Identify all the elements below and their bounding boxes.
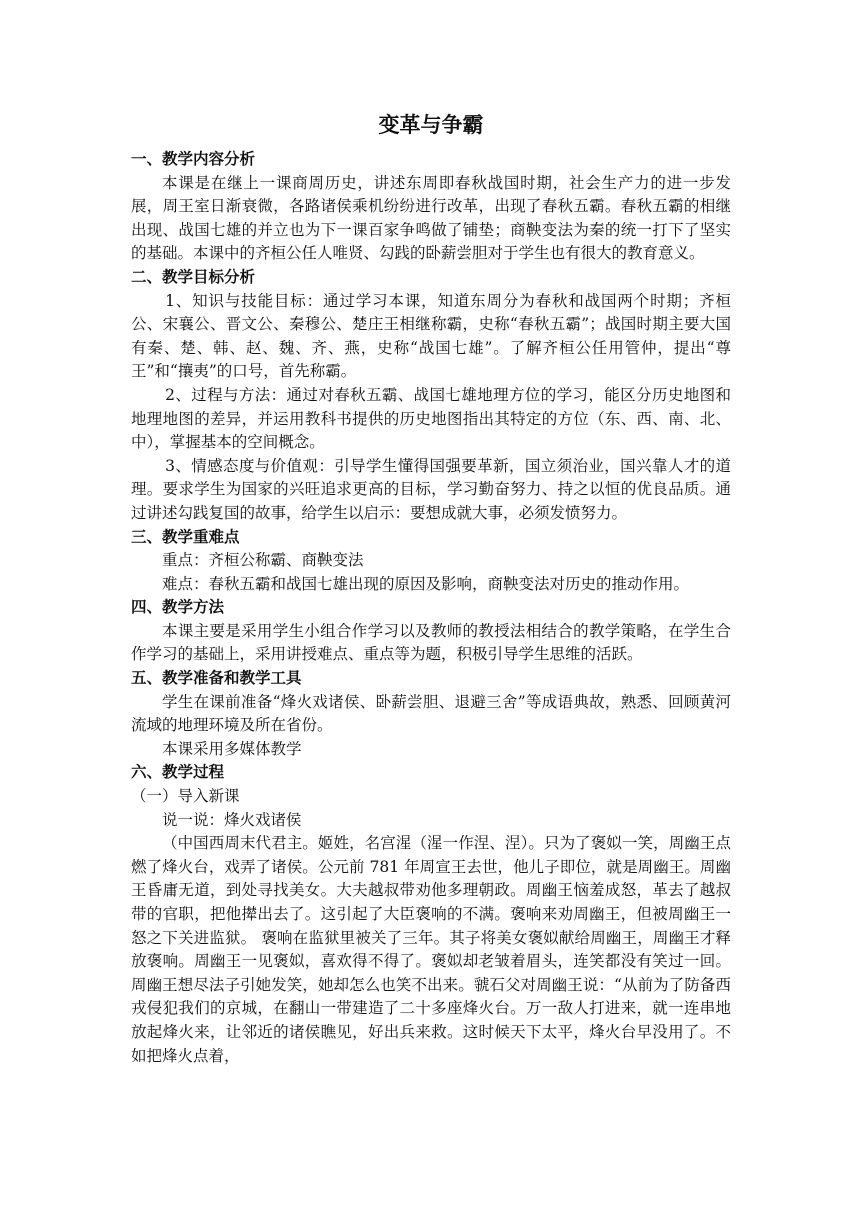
document-page	[131, 110, 731, 1068]
subsection-heading: （一）导入新课	[131, 787, 240, 806]
paragraph: 本课主要是采用学生小组合作学习以及教师的教授法相结合的教学策略，在学生合作学习的基础上，采用讲授难点、重点等为题，积极引导学生思维的活跃。	[131, 621, 731, 664]
section-heading: 四、教学方法	[131, 598, 225, 617]
section-preparation	[131, 667, 731, 761]
section-objectives	[131, 266, 731, 526]
section-key-points	[131, 526, 731, 597]
paragraph: 难点：春秋五霸和战国七雄出现的原因及影响，商鞅变法对历史的推动作用。	[162, 574, 690, 593]
section-heading: 三、教学重难点	[131, 527, 240, 546]
section-heading: 六、教学过程	[131, 763, 225, 782]
section-methods	[131, 596, 731, 667]
paragraph: 2、过程与方法：通过对春秋五霸、战国七雄地理方位的学习，能区分历史地图和地理地图的差异，并运用教科书提供的历史地图指出其特定的方位（东、西、南、北、中），掌握基本的空间概念。	[131, 385, 731, 452]
paragraph: （中国西周末代君主。姬姓，名宫湦（湦一作涅、涅）。只为了褒姒一笑，周幽王点燃了烽火台，戏弄了诸侯。公元前 781 年周宣王去世，他儿子即位，就是周幽王。周幽王昏庸无道，到处寻找美女。大夫越叔带劝他多理朝政。周幽王恼羞成怒，革去了越叔带的官职，把他撵出去了。这引起了大臣褒响的不满。褒响来劝周幽王，但被周幽王一怒之下关进监狱。 褒响在监狱里被关了三年。其子将美女褒姒献给周幽王，周幽王才释放褒响。周幽王一见褒姒，喜欢得不得了。褒姒却老皱着眉头，连笑都没有笑过一回。周幽王想尽法子引她发笑，她却怎么也笑不出来。虢石父对周幽王说：“从前为了防备西戎侵犯我们的京城，在翻山一带建造了二十多座烽火台。万一敌人打进来，就一连串地放起烽火来，让邻近的诸侯瞧见，好出兵来救。这时候天下太平，烽火台早没用了。不如把烽火点着，	[131, 834, 731, 1065]
paragraph: 学生在课前准备“烽火戏诸侯、卧薪尝胆、退避三舍”等成语典故，熟悉、回顾黄河流域的地理环境及所在省份。	[131, 692, 731, 735]
section-content-analysis	[131, 148, 731, 266]
section-heading: 二、教学目标分析	[131, 267, 256, 286]
paragraph: 1、知识与技能目标：通过学习本课，知道东周分为春秋和战国两个时期；齐桓公、宋襄公、晋文公、秦穆公、楚庄王相继称霸，史称“春秋五霸”；战国时期主要大国有秦、楚、韩、赵、魏、齐、燕，史称“战国七雄”。了解齐桓公任用管仲，提出“尊王”和“攘夷”的口号，首先称霸。	[131, 291, 731, 381]
paragraph: 3、情感态度与价值观：引导学生懂得国强要革新，国立须治业，国兴靠人才的道理。要求学生为国家的兴旺追求更高的目标，学习勤奋努力、持之以恒的优良品质。通过讲述勾践复国的故事，给学生以启示：要想成就大事，必须发愤努力。	[131, 456, 731, 522]
section-process	[131, 761, 731, 1068]
section-heading: 一、教学内容分析	[131, 150, 256, 168]
section-heading: 五、教学准备和教学工具	[131, 669, 302, 688]
document-title: 变革与争霸	[378, 113, 484, 137]
paragraph: 重点：齐桓公称霸、商鞅变法	[162, 551, 364, 570]
paragraph: 本课采用多媒体教学	[162, 739, 302, 758]
paragraph: 说一说：烽火戏诸侯	[162, 810, 302, 829]
paragraph: 本课是在继上一课商周历史，讲述东周即春秋战国时期，社会生产力的进一步发展，周王室日渐衰微，各路诸侯乘机纷纷进行改革，出现了春秋五霸。春秋五霸的相继出现、战国七雄的并立也为下一课百家争鸣做了铺垫；商鞅变法为秦的统一打下了坚实的基础。本课中的齐桓公任人唯贤、勾践的卧薪尝胆对于学生也有很大的教育意义。	[131, 173, 731, 263]
